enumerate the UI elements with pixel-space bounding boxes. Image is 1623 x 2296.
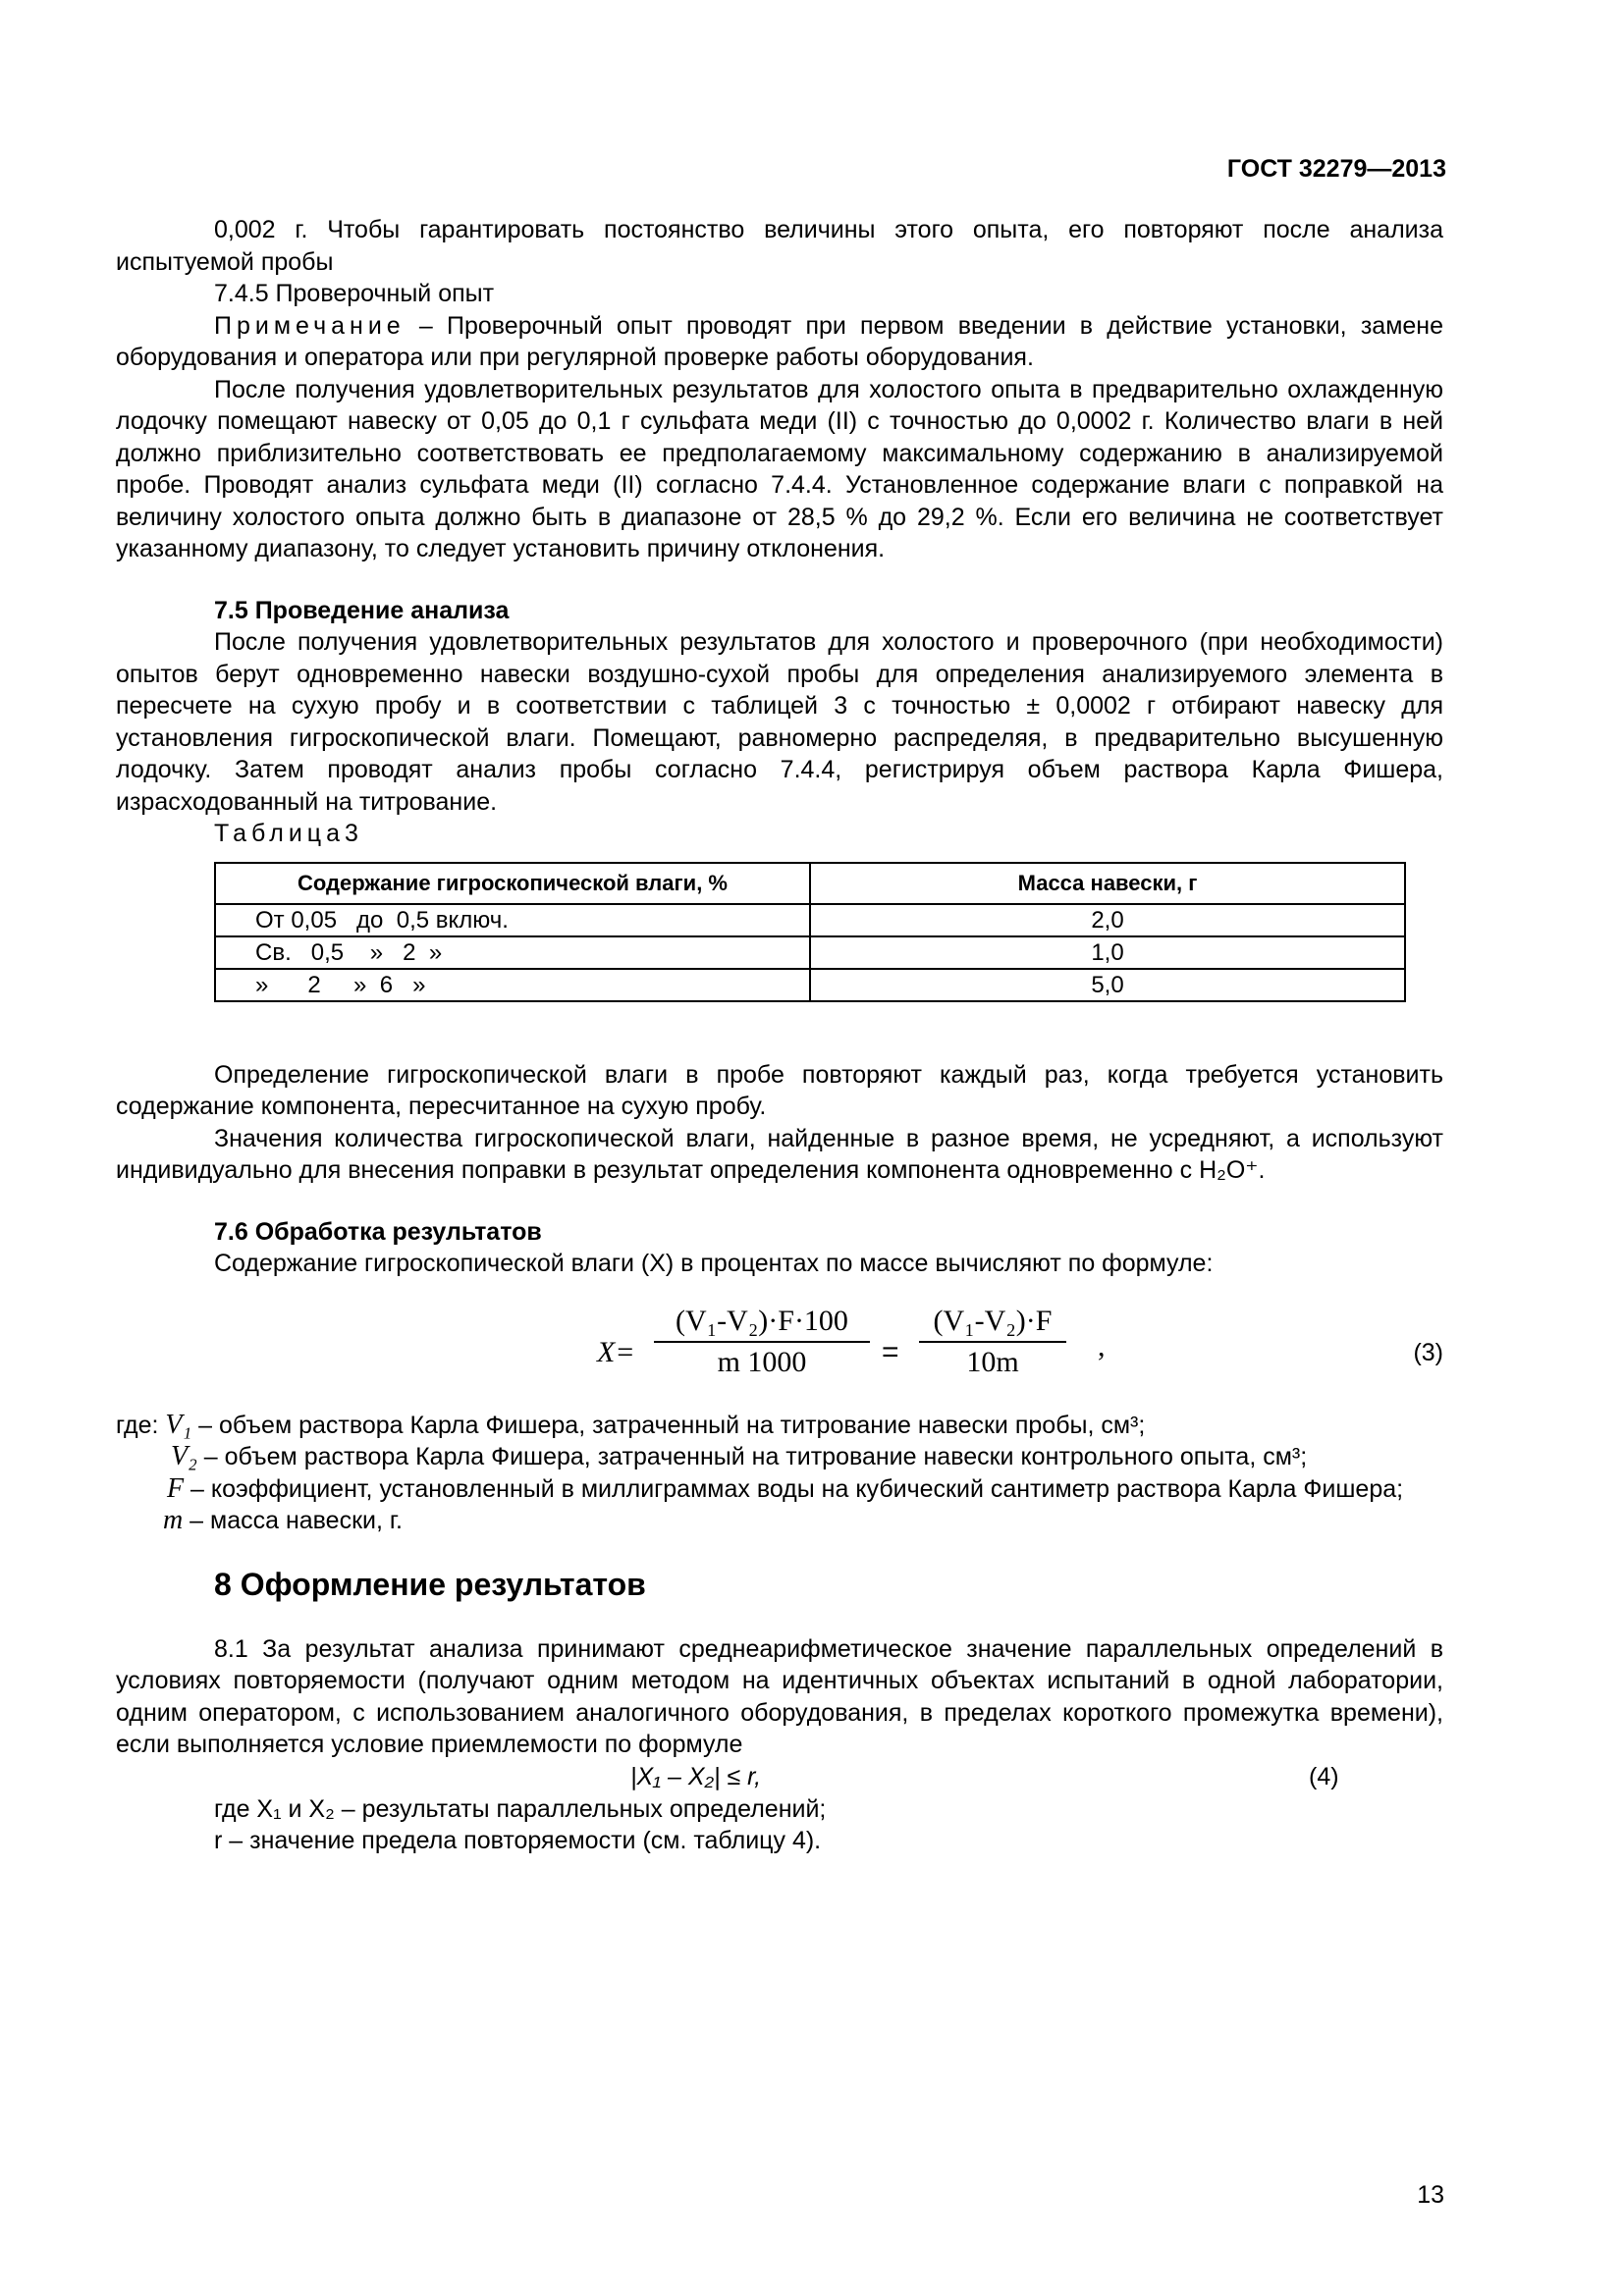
formula-lhs: X=	[597, 1335, 635, 1368]
where-line	[116, 1473, 1443, 1506]
variable-m: m	[163, 1505, 184, 1535]
table-cell: Св. 0,5 » 2 »	[215, 936, 810, 969]
where-line	[116, 1505, 1443, 1537]
where-text: – масса навески, г.	[183, 1507, 403, 1534]
formula-denominator: m 1000	[717, 1345, 807, 1378]
note-label: Примечание	[214, 311, 406, 340]
table-header-row	[215, 863, 1405, 904]
table-header-cell: Содержание гигроскопической влаги, %	[215, 863, 810, 904]
paragraph: После получения удовлетворительных результатов для холостого опыта в предварительно охлажденную лодочку помещают навеску от 0,05 до 0,1 г сульфата меди (II) с точностью до 0,0002 г. Количество влаги в ней должно приблизительно соответствовать ее предполагаемому максимальному содержанию в анализируемой пробе. Проводят анализ сульфата меди (II) согласно 7.4.4. Установленное содержание влаги с поправкой на величину холостого опыта должно быть в диапазоне от 28,5 % до 29,2 %. Если его величина не соответствует указанному диапазону, то следует установить причину отклонения.	[116, 375, 1443, 562]
formula-number: (4)	[1309, 1762, 1339, 1790]
where-text: – объем раствора Карла Фишера, затраченный на титрование навески пробы, см³;	[191, 1411, 1146, 1439]
where-line	[116, 1441, 1443, 1473]
where-line: где X₁ и X₂ – результаты параллельных определений;	[214, 1794, 827, 1823]
table-label: Таблица3	[214, 820, 363, 847]
paragraph: 0,002 г. Чтобы гарантировать постоянство величины этого опыта, его повторяют после анализа испытуемой пробы	[116, 216, 1443, 276]
subsection-title: 7.4.5 Проверочный опыт	[214, 280, 495, 307]
where-text: – коэффициент, установленный в миллиграммах воды на кубический сантиметр раствора Карла Фишера;	[184, 1474, 1404, 1503]
condition-formula: |X₁ – X₂| ≤ r,	[630, 1762, 762, 1790]
paragraph: Содержание гигроскопической влаги (X) в процентах по массе вычисляют по формуле:	[214, 1250, 1214, 1277]
page-content	[116, 214, 1443, 1857]
formula-fraction	[654, 1302, 870, 1382]
note-text: – Проверочный опыт проводят при первом введении в действие установки, замене оборудования и оператора или при регулярной проверке работы оборудования.	[116, 311, 1443, 371]
table-row	[215, 904, 1405, 936]
table-cell: » 2 » 6 »	[215, 969, 810, 1001]
formula-4	[116, 1761, 1443, 1793]
table-row	[215, 936, 1405, 969]
where-line: r – значение предела повторяемости (см. таблицу 4).	[214, 1827, 822, 1854]
table-header-cell: Масса навески, г	[810, 863, 1405, 904]
formula-denominator: 10m	[966, 1345, 1019, 1378]
formula-numerator: (V₁-V₂)·F	[919, 1302, 1066, 1343]
formula-fraction	[919, 1302, 1066, 1382]
variable-f: F	[167, 1472, 185, 1504]
formula-comma: ,	[1098, 1329, 1106, 1362]
section-heading: 7.5 Проведение анализа	[214, 596, 510, 624]
paragraph: Значения количества гигроскопической влаги, найденные в разное время, не усредняют, а используют индивидуально для внесения поправки в результат определения компонента одновременно с H₂O⁺.	[116, 1124, 1443, 1184]
data-table	[214, 862, 1406, 1002]
formula-number: (3)	[1413, 1338, 1443, 1366]
paragraph: Определение гигроскопической влаги в пробе повторяют каждый раз, когда требуется установить содержание компонента, пересчитанное на сухую пробу.	[116, 1060, 1443, 1120]
variable-v1: V₁	[165, 1409, 192, 1440]
formula-equals: =	[882, 1335, 899, 1368]
where-line	[116, 1410, 1443, 1442]
paragraph: 8.1 За результат анализа принимают среднеарифметическое значение параллельных определений в условиях повторяемости (получают одним методом на идентичных объектах испытаний в одной лаборатории, одним оператором, с использованием аналогичного оборудования, в пределах короткого промежутка времени), если выполняется условие приемлемости по формуле	[116, 1634, 1443, 1758]
table-cell: 1,0	[810, 936, 1405, 969]
table-cell: От 0,05 до 0,5 включ.	[215, 904, 810, 936]
formula-numerator: (V₁-V₂)·F·100	[654, 1302, 870, 1343]
page-number: 13	[1417, 2181, 1444, 2209]
note-paragraph	[116, 310, 1443, 374]
variable-v2: V₂	[171, 1441, 197, 1471]
section-heading: 7.6 Обработка результатов	[214, 1217, 542, 1246]
standard-header: ГОСТ 32279—2013	[1226, 155, 1446, 183]
table-cell: 2,0	[810, 904, 1405, 936]
paragraph: После получения удовлетворительных результатов для холостого и проверочного (при необходимости) опытов берут одновременно навески воздушно-сухой пробы для определения анализируемого элемента в пересчете на сухую пробу и в соответствии с таблицей 3 с точностью ± 0,0002 г отбирают навеску для установления гигроскопической влаги. Помещают, равномерно распределяя, в предварительно высушенную лодочку. Затем проводят анализ пробы согласно 7.4.4, регистрируя объем раствора Карла Фишера, израсходованный на титрование.	[116, 628, 1443, 816]
table-cell: 5,0	[810, 969, 1405, 1001]
where-text: – объем раствора Карла Фишера, затраченный на титрование навески контрольного опыта, см³;	[196, 1443, 1308, 1470]
section-heading: 8 Оформление результатов	[214, 1566, 646, 1602]
formula-3	[116, 1302, 1443, 1410]
table-row	[215, 969, 1405, 1001]
where-lead: где:	[116, 1411, 166, 1439]
